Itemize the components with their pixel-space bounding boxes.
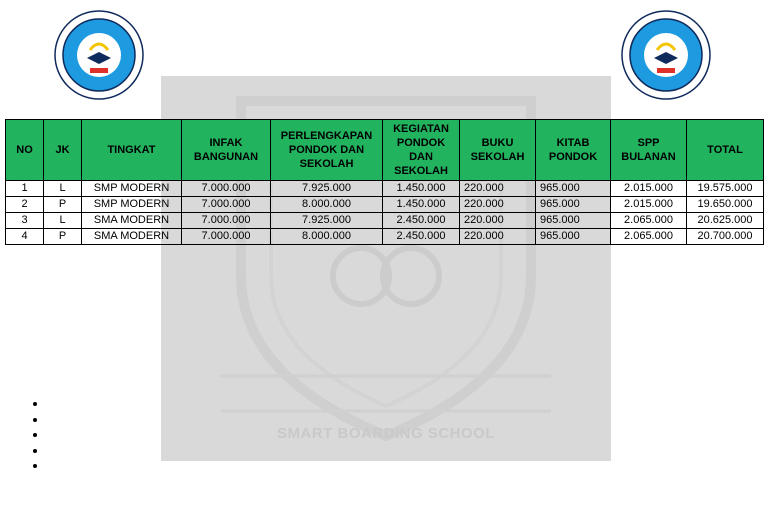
- cell-kitab: 965.000: [536, 213, 611, 229]
- cell-no: 4: [6, 229, 44, 245]
- table-row: [6, 181, 764, 197]
- cell-kegiatan: 2.450.000: [383, 229, 460, 245]
- empty-bullet-list: [30, 393, 50, 471]
- table-row: [6, 229, 764, 245]
- cell-kegiatan: 2.450.000: [383, 213, 460, 229]
- cell-kitab: 965.000: [536, 181, 611, 197]
- cell-buku: 220.000: [460, 197, 536, 213]
- cell-total: 20.700.000: [687, 229, 764, 245]
- cell-no: 2: [6, 197, 44, 213]
- header-jk: JK: [44, 120, 82, 181]
- cell-total: 19.650.000: [687, 197, 764, 213]
- cell-spp: 2.015.000: [611, 181, 687, 197]
- cell-spp: 2.065.000: [611, 229, 687, 245]
- cell-kitab: 965.000: [536, 229, 611, 245]
- cell-jk: P: [44, 197, 82, 213]
- cell-perlengkapan: 8.000.000: [271, 229, 383, 245]
- header-perlengkapan: PERLENGKAPAN PONDOK DAN SEKOLAH: [271, 120, 383, 181]
- junior-school-logo-icon: [54, 10, 144, 100]
- cell-kegiatan: 1.450.000: [383, 181, 460, 197]
- table-row: [6, 197, 764, 213]
- cell-buku: 220.000: [460, 213, 536, 229]
- cell-perlengkapan: 7.925.000: [271, 213, 383, 229]
- bullet-icon: [33, 433, 37, 437]
- cell-no: 1: [6, 181, 44, 197]
- cell-spp: 2.015.000: [611, 197, 687, 213]
- cell-infak: 7.000.000: [182, 229, 271, 245]
- list-item[interactable]: [30, 393, 50, 409]
- header-spp-bulanan: SPP BULANAN: [611, 120, 687, 181]
- watermark-caption: SMART BOARDING SCHOOL: [277, 425, 495, 442]
- list-item[interactable]: [30, 440, 50, 456]
- list-item[interactable]: [30, 424, 50, 440]
- cell-total: 20.625.000: [687, 213, 764, 229]
- cell-infak: 7.000.000: [182, 181, 271, 197]
- table-header-row: [6, 120, 764, 181]
- cell-tingkat: SMA MODERN: [82, 229, 182, 245]
- cell-perlengkapan: 8.000.000: [271, 197, 383, 213]
- header-infak-bangunan: INFAK BANGUNAN: [182, 120, 271, 181]
- cell-jk: P: [44, 229, 82, 245]
- cell-jk: L: [44, 213, 82, 229]
- table-row: [6, 213, 764, 229]
- cell-tingkat: SMP MODERN: [82, 181, 182, 197]
- cell-spp: 2.065.000: [611, 213, 687, 229]
- bullet-icon: [33, 449, 37, 453]
- bullet-icon: [33, 402, 37, 406]
- cell-tingkat: SMP MODERN: [82, 197, 182, 213]
- header-tingkat: TINGKAT: [82, 120, 182, 181]
- cell-infak: 7.000.000: [182, 197, 271, 213]
- header-kegiatan: KEGIATAN PONDOK DAN SEKOLAH: [383, 120, 460, 181]
- cell-tingkat: SMA MODERN: [82, 213, 182, 229]
- list-item[interactable]: [30, 455, 50, 471]
- list-item[interactable]: [30, 409, 50, 425]
- cell-buku: 220.000: [460, 229, 536, 245]
- cell-total: 19.575.000: [687, 181, 764, 197]
- header-total: TOTAL: [687, 120, 764, 181]
- header-kitab-pondok: KITAB PONDOK: [536, 120, 611, 181]
- cell-jk: L: [44, 181, 82, 197]
- fee-table: [5, 119, 764, 245]
- cell-kegiatan: 1.450.000: [383, 197, 460, 213]
- header-no: NO: [6, 120, 44, 181]
- cell-kitab: 965.000: [536, 197, 611, 213]
- bullet-icon: [33, 464, 37, 468]
- cell-infak: 7.000.000: [182, 213, 271, 229]
- bullet-icon: [33, 418, 37, 422]
- senior-school-logo-icon: [621, 10, 711, 100]
- cell-perlengkapan: 7.925.000: [271, 181, 383, 197]
- cell-no: 3: [6, 213, 44, 229]
- cell-buku: 220.000: [460, 181, 536, 197]
- header-buku-sekolah: BUKU SEKOLAH: [460, 120, 536, 181]
